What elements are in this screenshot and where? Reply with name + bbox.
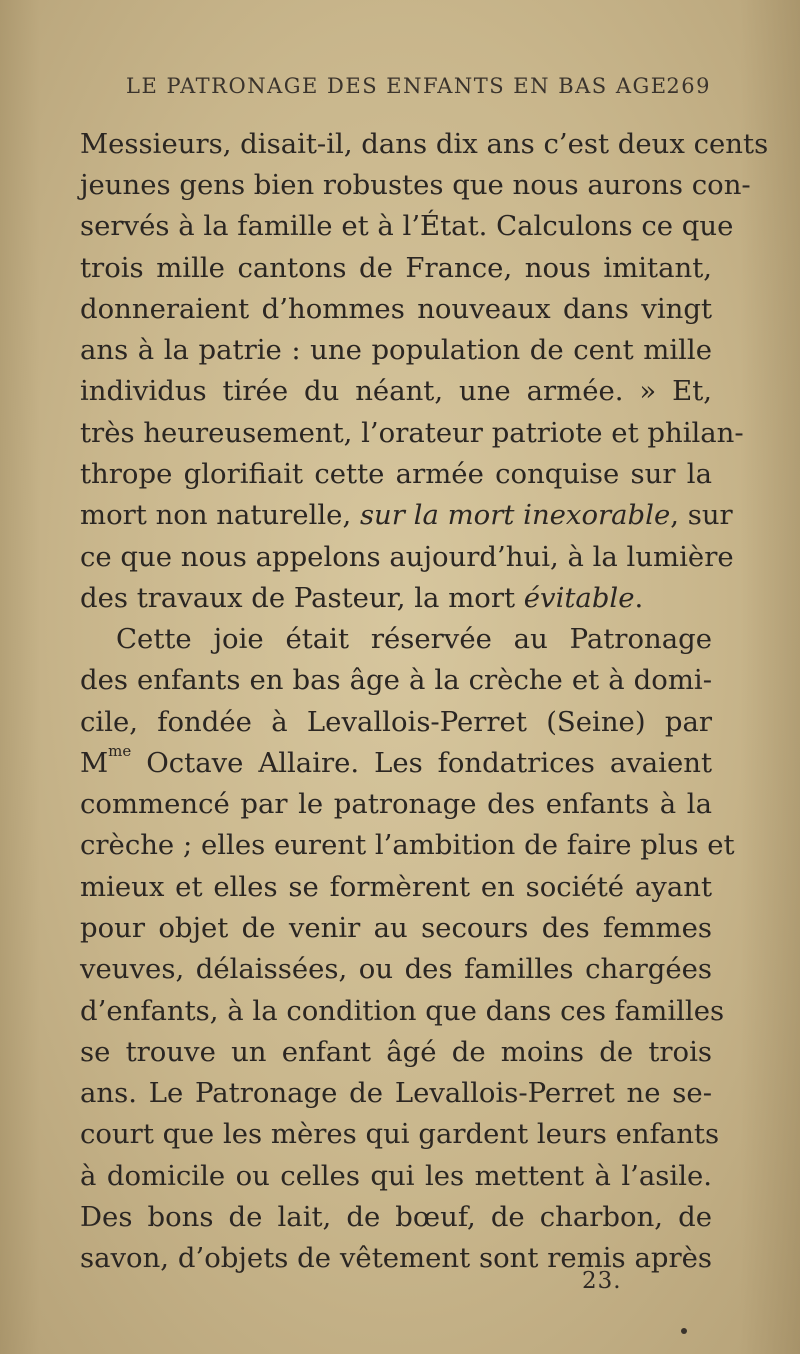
text-line: d’enfants, à la condition que dans ces familles xyxy=(80,995,725,1027)
paragraph-first-line: Cette joie était réservée au Patronage xyxy=(116,623,712,655)
text-line: mieux et elles se formèrent en société ayant xyxy=(80,871,712,903)
italic-phrase: sur la mort inexorable xyxy=(359,499,671,531)
text-line: servés à la famille et à l’État. Calculons ce que xyxy=(80,210,734,242)
text-line: veuves, délaissées, ou des familles chargées xyxy=(80,953,712,985)
italic-phrase: évitable xyxy=(523,582,635,614)
running-head xyxy=(126,74,711,104)
text-line: se trouve un enfant âgé de moins de trois xyxy=(80,1036,712,1068)
text-line: $M^{me}$ Octave Allaire. Les fondatrices avaient xyxy=(80,741,712,779)
text-line: jeunes gens bien robustes que nous aurons con- xyxy=(80,169,751,201)
text-line: ans. Le Patronage de Levallois-Perret ne se- xyxy=(80,1077,712,1109)
ink-speck xyxy=(681,1328,687,1334)
running-head-title: LE PATRONAGE DES ENFANTS EN BAS AGE xyxy=(126,74,668,98)
text-line: cile, fondée à Levallois-Perret (Seine) par xyxy=(80,706,712,738)
text-line: pour objet de venir au secours des femmes xyxy=(80,912,712,944)
text-line: commencé par le patronage des enfants à la xyxy=(80,788,712,820)
text-line: ce que nous appelons aujourd’hui, à la lumière xyxy=(80,541,734,573)
text-line: thrope glorifiait cette armée conquise sur la xyxy=(80,458,712,490)
text-line: ans à la patrie : une population de cent mille xyxy=(80,334,712,366)
text-line: donneraient d’hommes nouveaux dans vingt xyxy=(80,293,712,325)
text-line: mort non naturelle, sur la mort inexorable, sur xyxy=(80,499,733,531)
superscript: me xyxy=(108,741,132,760)
text-line: court que les mères qui gardent leurs enfants xyxy=(80,1118,720,1150)
text-line: des enfants en bas âge à la crèche et à domi- xyxy=(80,664,712,696)
text-line: individus tirée du néant, une armée. » Et, xyxy=(80,375,712,407)
text-line: très heureusement, l’orateur patriote et philan- xyxy=(80,417,744,449)
text-line: à domicile ou celles qui les mettent à l’asile. xyxy=(80,1160,712,1192)
text-line: trois mille cantons de France, nous imitant, xyxy=(80,252,712,284)
text-line: savon, d’objets de vêtement sont remis après xyxy=(80,1242,712,1274)
text-line: Messieurs, disait-il, dans dix ans c’est deux cents xyxy=(80,128,769,160)
text-line: Des bons de lait, de bœuf, de charbon, de xyxy=(80,1201,712,1233)
text-line: crèche ; elles eurent l’ambition de faire plus et xyxy=(80,829,735,861)
page-number: 269 xyxy=(666,74,711,98)
text-line: des travaux de Pasteur, la mort évitable. xyxy=(80,582,644,614)
signature-mark: 23. xyxy=(582,1268,622,1294)
